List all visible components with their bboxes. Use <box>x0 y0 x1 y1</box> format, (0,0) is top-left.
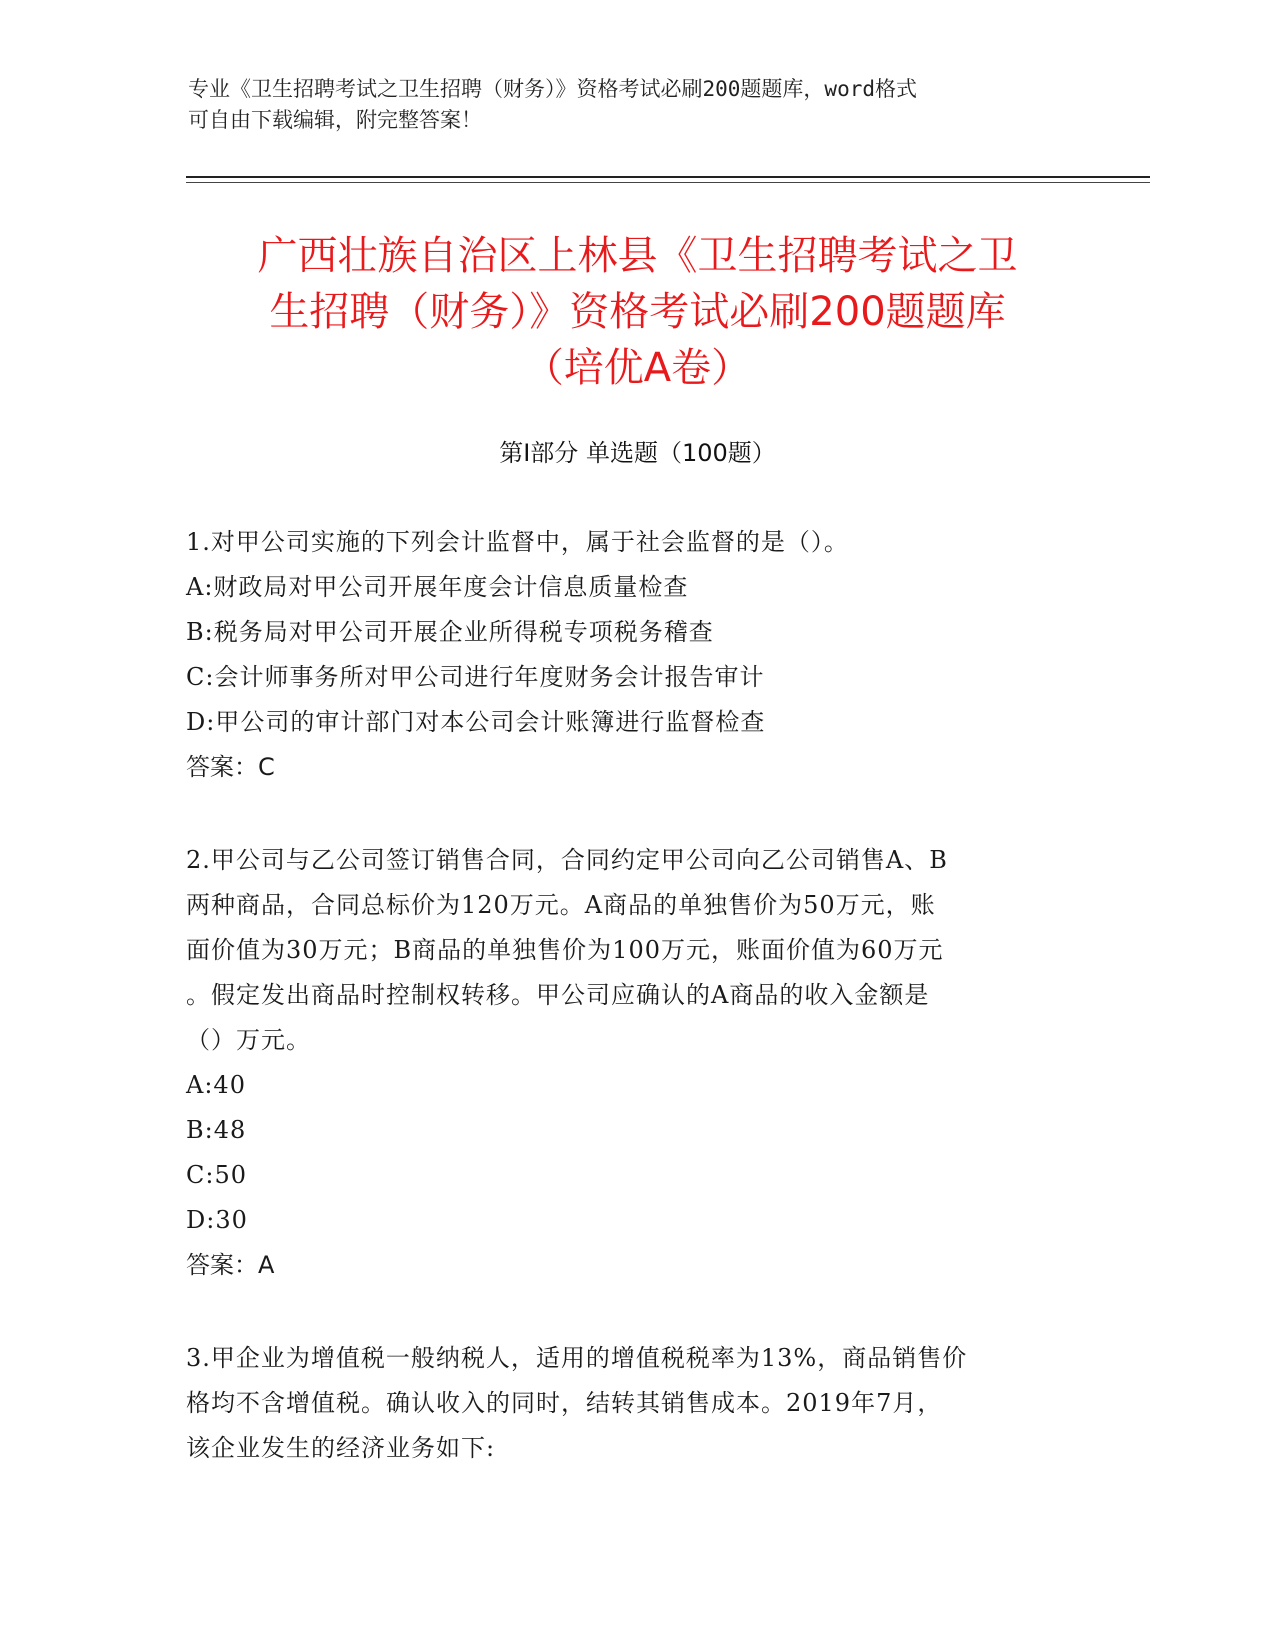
header-note-line-1: 专业《卫生招聘考试之卫生招聘（财务）》资格考试必刷200题题库，word格式 <box>188 77 917 101</box>
header-note-line-2: 可自由下载编辑，附完整答案！ <box>188 108 482 132</box>
document-title-line-3: （培优A卷） <box>523 345 752 391</box>
question-stem-line-3: 该企业发生的经济业务如下: <box>186 1434 496 1462</box>
question-list <box>186 520 1086 1519</box>
question-1 <box>186 520 1086 790</box>
question-stem-line-2: 两种商品，合同总标价为120万元。A商品的单独售价为50万元，账 <box>186 891 936 919</box>
option-c: C:50 <box>186 1161 247 1189</box>
document-title-line-1: 广西壮族自治区上林县《卫生招聘考试之卫 <box>257 233 1018 279</box>
header-divider-thick <box>186 176 1150 178</box>
question-stem-line-1: 3.甲企业为增值税一般纳税人，适用的增值税税率为13%，商品销售价 <box>186 1344 968 1372</box>
question-3 <box>186 1336 1086 1471</box>
document-title-line-2: 生招聘（财务）》资格考试必刷200题题库 <box>269 289 1006 335</box>
option-d: D:30 <box>186 1206 248 1234</box>
option-c: C:会计师事务所对甲公司进行年度财务会计报告审计 <box>186 663 765 691</box>
option-b: B:税务局对甲公司开展企业所得税专项税务稽查 <box>186 618 714 646</box>
question-stem: 1.对甲公司实施的下列会计监督中，属于社会监督的是（）。 <box>186 528 849 556</box>
question-2 <box>186 838 1086 1288</box>
question-stem-line-1: 2.甲公司与乙公司签订销售合同，合同约定甲公司向乙公司销售A、B <box>186 846 948 874</box>
question-stem-line-5: （）万元。 <box>186 1026 311 1054</box>
question-stem-line-4: 。假定发出商品时控制权转移。甲公司应确认的A商品的收入金额是 <box>186 981 930 1009</box>
header-divider-thin <box>186 182 1150 183</box>
option-b: B:48 <box>186 1116 247 1144</box>
answer: 答案：C <box>186 753 275 781</box>
option-a: A:40 <box>186 1071 246 1099</box>
header-note <box>188 74 1088 136</box>
option-a: A:财政局对甲公司开展年度会计信息质量检查 <box>186 573 689 601</box>
answer: 答案：A <box>186 1251 275 1279</box>
document-title <box>150 228 1125 396</box>
question-stem-line-3: 面价值为30万元；B商品的单独售价为100万元，账面价值为60万元 <box>186 936 944 964</box>
option-d: D:甲公司的审计部门对本公司会计账簿进行监督检查 <box>186 708 766 736</box>
question-stem-line-2: 格均不含增值税。确认收入的同时，结转其销售成本。2019年7月， <box>186 1389 943 1417</box>
section-heading: 第Ⅰ部分 单选题（100题） <box>499 439 776 467</box>
